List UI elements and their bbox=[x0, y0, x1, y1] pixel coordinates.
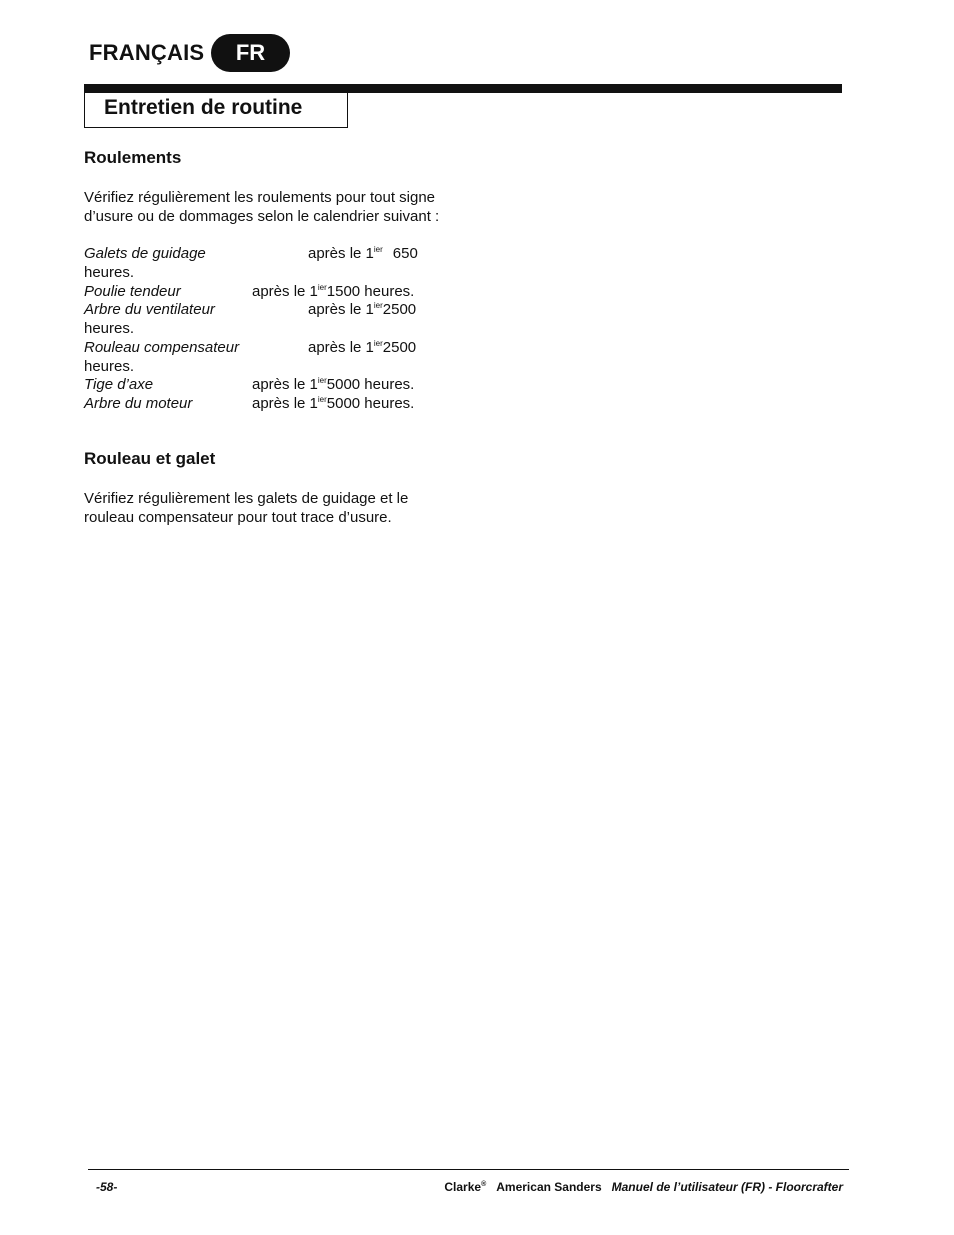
schedule-interval: après le $1^{ier}$ 650 bbox=[308, 245, 418, 262]
bearings-intro-line1: Vérifiez régulièrement les roulements pour tout signe bbox=[84, 189, 436, 206]
section-title: Entretien de routine bbox=[104, 96, 303, 119]
language-label: FRANÇAIS bbox=[89, 40, 205, 65]
roller-text-line1: Vérifiez régulièrement les galets de guidage et le bbox=[84, 490, 409, 507]
roller-heading: Rouleau et galet bbox=[84, 449, 216, 468]
schedule-interval: après le $1^{ier}1500$ heures. bbox=[252, 283, 415, 300]
schedule-part: Arbre du moteur bbox=[84, 395, 193, 412]
footer-credit: Clarke® American Sanders Manuel de l’utilisateur (FR) - Floorcrafter bbox=[444, 1180, 843, 1194]
schedule-interval: après le $1^{ier}2500$ bbox=[308, 339, 417, 356]
bearings-heading: Roulements bbox=[84, 148, 182, 167]
schedule-continuation: heures. bbox=[84, 264, 135, 281]
schedule-interval: après le $1^{ier}5000$ heures. bbox=[252, 376, 415, 393]
schedule-part: Arbre du ventilateur bbox=[84, 301, 215, 318]
schedule-part: Tige d’axe bbox=[84, 376, 154, 393]
schedule-part: Poulie tendeur bbox=[84, 283, 181, 300]
schedule-continuation: heures. bbox=[84, 320, 135, 337]
footer-rule bbox=[88, 1169, 849, 1170]
bearings-intro-line2: d’usure ou de dommages selon le calendrier suivant : bbox=[84, 208, 440, 225]
language-badge: FR bbox=[211, 34, 290, 72]
schedule-interval: après le $1^{ier}5000$ heures. bbox=[252, 395, 415, 412]
schedule-continuation: heures. bbox=[84, 358, 135, 375]
page-number: -58- bbox=[96, 1180, 118, 1194]
schedule-part: Rouleau compensateur bbox=[84, 339, 240, 356]
roller-text-line2: rouleau compensateur pour tout trace d’usure. bbox=[84, 509, 392, 526]
schedule-interval: après le $1^{ier}2500$ bbox=[308, 301, 417, 318]
schedule-part: Galets de guidage bbox=[84, 245, 206, 262]
